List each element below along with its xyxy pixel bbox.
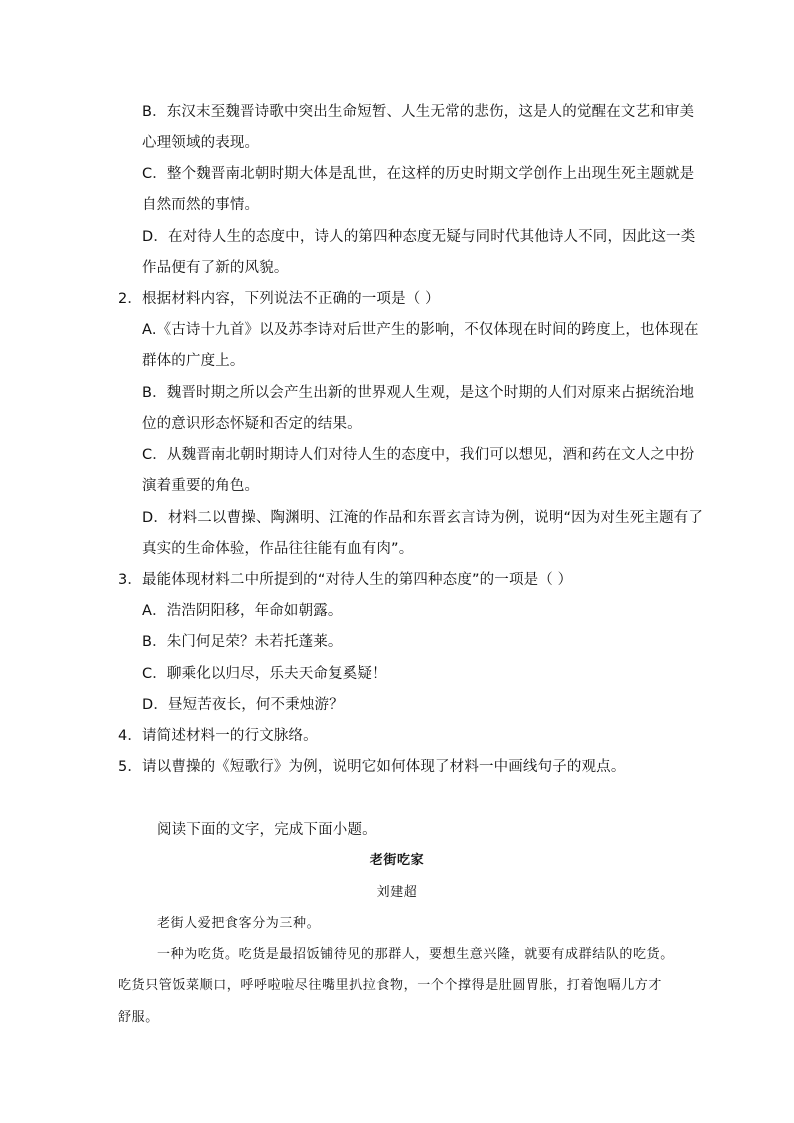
q1-option-c-line2: 自然而然的事情。 bbox=[142, 197, 260, 213]
q1-option-d-line1: D．在对待人生的态度中，诗人的第四种态度无疑与同时代其他诗人不同，因此这一类 bbox=[142, 229, 696, 245]
q1-option-c-line1: C．整个魏晋南北朝时期大体是乱世，在这样的历史时期文学创作上出现生死主题就是 bbox=[142, 166, 695, 182]
q2-option-c-line1: C．从魏晋南北朝时期诗人们对待人生的态度中，我们可以想见，酒和药在文人之中扮 bbox=[142, 447, 695, 463]
q3-option-c: C．聊乘化以归尽，乐夫天命复奚疑！ bbox=[142, 666, 387, 682]
q5-stem: 5．请以曹操的《短歌行》为例，说明它如何体现了材料一中画线句子的观点。 bbox=[118, 759, 626, 775]
q2-option-c-line2: 演着重要的角色。 bbox=[142, 478, 260, 494]
q2-option-d-line1: D．材料二以曹操、陶渊明、江淹的作品和东晋玄言诗为例，说明“因为对生死主题有了 bbox=[142, 510, 704, 526]
q1-option-b-line1: B．东汉末至魏晋诗歌中突出生命短暂、人生无常的悲伤，这是人的觉醒在文艺和审美 bbox=[142, 104, 695, 120]
passage-paragraph-2-line2: 吃货只管饭菜顺口，呼呼啦啦尽往嘴里扒拉食物，一个个撑得是肚圆胃胀，打着饱嗝儿方才 bbox=[118, 978, 663, 993]
passage-paragraph-1: 老街人爱把食客分为三种。 bbox=[157, 916, 321, 931]
q2-option-d-line2: 真实的生命体验，作品往往能有血有肉”。 bbox=[142, 541, 414, 557]
reading-instruction: 阅读下面的文字，完成下面小题。 bbox=[157, 822, 377, 838]
q2-option-b-line1: B．魏晋时期之所以会产生出新的世界观人生观，是这个时期的人们对原来占据统治地 bbox=[142, 385, 695, 401]
q4-stem: 4．请简述材料一的行文脉络。 bbox=[118, 728, 318, 744]
q3-option-d: D．昼短苦夜长，何不秉烛游？ bbox=[142, 697, 344, 713]
passage-title: 老街吃家 bbox=[369, 853, 425, 868]
q2-stem: 2．根据材料内容，下列说法不正确的一项是（ ） bbox=[118, 291, 440, 307]
q3-stem: 3．最能体现材料二中所提到的“对待人生的第四种态度”的一项是（ ） bbox=[118, 572, 573, 588]
passage-author: 刘建超 bbox=[376, 885, 418, 900]
q2-option-b-line2: 位的意识形态怀疑和否定的结果。 bbox=[142, 416, 362, 432]
q3-option-b: B．朱门何足荣？未若托蓬莱。 bbox=[142, 634, 343, 650]
q2-option-a-line2: 群体的广度上。 bbox=[142, 353, 245, 369]
passage-paragraph-2-line1: 一种为吃货。吃货是最招饭铺待见的那群人，要想生意兴隆，就要有成群结队的吃货。 bbox=[157, 947, 674, 962]
q3-option-a: A．浩浩阴阳移，年命如朝露。 bbox=[142, 603, 343, 619]
q2-option-a-line1: A.《古诗十九首》以及苏李诗对后世产生的影响，不仅体现在时间的跨度上，也体现在 bbox=[142, 322, 699, 338]
passage-paragraph-2-line3: 舒服。 bbox=[118, 1010, 159, 1025]
q1-option-d-line2: 作品便有了新的风貌。 bbox=[142, 260, 289, 276]
q1-option-b-line2: 心理领域的表现。 bbox=[142, 135, 260, 151]
